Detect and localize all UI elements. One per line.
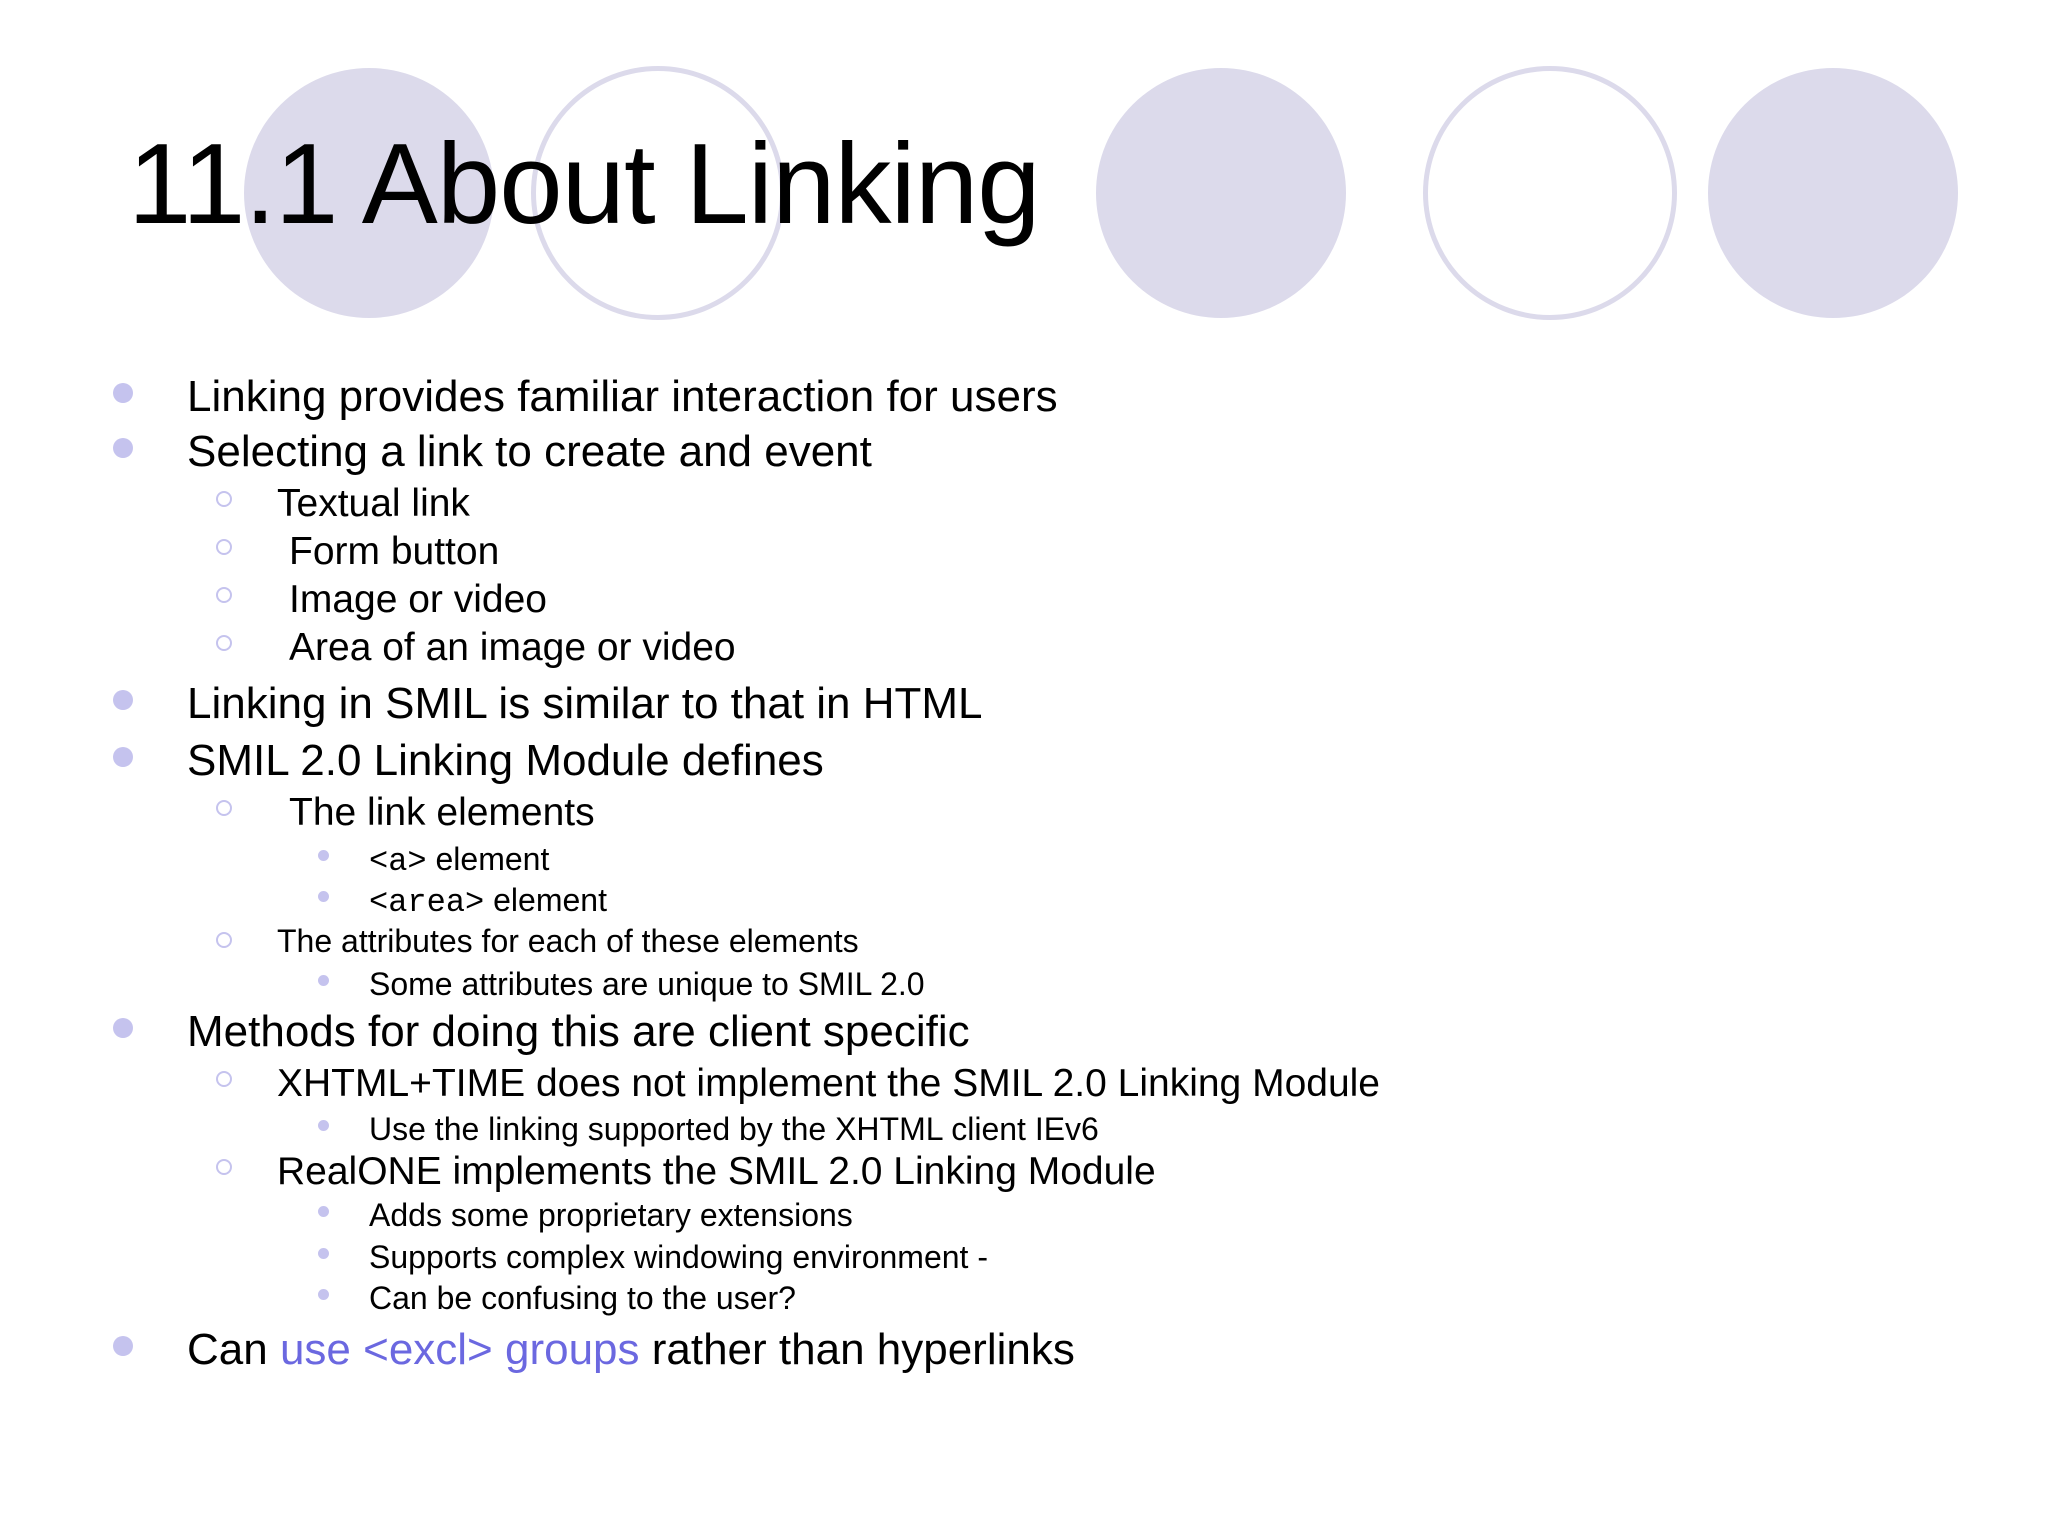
bullet-ring <box>216 491 232 507</box>
code-tag: <a> <box>369 843 427 880</box>
list-item: XHTML+TIME does not implement the SMIL 2.0 Linking Module <box>277 1062 1380 1105</box>
list-item: Supports complex windowing environment - <box>369 1239 988 1275</box>
bullet-dot <box>113 383 133 403</box>
list-item: The link elements <box>289 791 595 834</box>
list-item: Methods for doing this are client specific <box>187 1007 970 1056</box>
list-item: RealONE implements the SMIL 2.0 Linking Module <box>277 1150 1156 1193</box>
list-item: Linking in SMIL is similar to that in HTML <box>187 679 983 728</box>
bullet-small-dot <box>318 891 329 902</box>
list-item: Form button <box>289 530 500 573</box>
decor-circle-2 <box>1096 68 1346 318</box>
bullet-dot <box>113 690 133 710</box>
list-item: Selecting a link to create and event <box>187 427 872 476</box>
bullet-dot <box>113 438 133 458</box>
bullet-ring <box>216 1159 232 1175</box>
item-text: element <box>426 841 550 877</box>
list-item: Some attributes are unique to SMIL 2.0 <box>369 966 925 1002</box>
bullet-small-dot <box>318 975 329 986</box>
bullet-ring <box>216 635 232 651</box>
excl-groups-link[interactable]: use <excl> groups <box>279 1325 640 1374</box>
bullet-small-dot <box>318 1248 329 1259</box>
bullet-ring <box>216 1071 232 1087</box>
list-item: Can be confusing to the user? <box>369 1280 796 1316</box>
bullet-dot <box>113 1336 133 1356</box>
bullet-small-dot <box>318 1206 329 1217</box>
list-item: SMIL 2.0 Linking Module defines <box>187 736 824 785</box>
bullet-dot <box>113 747 133 767</box>
bullet-ring <box>216 539 232 555</box>
list-item: Use the linking supported by the XHTML client IEv6 <box>369 1111 1099 1147</box>
list-item <box>369 884 607 919</box>
list-item: Area of an image or video <box>289 626 736 669</box>
list-item: The attributes for each of these elements <box>277 923 859 959</box>
slide-title: 11.1 About Linking <box>128 121 1040 248</box>
bullet-ring <box>216 800 232 816</box>
bullet-dot <box>113 1018 133 1038</box>
list-item: Linking provides familiar interaction for users <box>187 372 1058 421</box>
bullet-ring <box>216 587 232 603</box>
item-text: element <box>484 882 607 918</box>
bullet-small-dot <box>318 850 329 861</box>
code-tag: <area> <box>369 884 485 921</box>
list-item: Textual link <box>277 482 470 525</box>
list-item: Adds some proprietary extensions <box>369 1197 853 1233</box>
bullet-ring <box>216 932 232 948</box>
item-text-prefix: Can <box>187 1325 280 1374</box>
bullet-small-dot <box>318 1120 329 1131</box>
list-item: Image or video <box>289 578 547 621</box>
list-item <box>369 843 549 878</box>
decor-circle-3 <box>1708 68 1958 318</box>
bullet-small-dot <box>318 1289 329 1300</box>
list-item <box>187 1325 1075 1374</box>
item-text-suffix: rather than hyperlinks <box>639 1325 1075 1374</box>
decor-ring-2 <box>1423 66 1677 320</box>
